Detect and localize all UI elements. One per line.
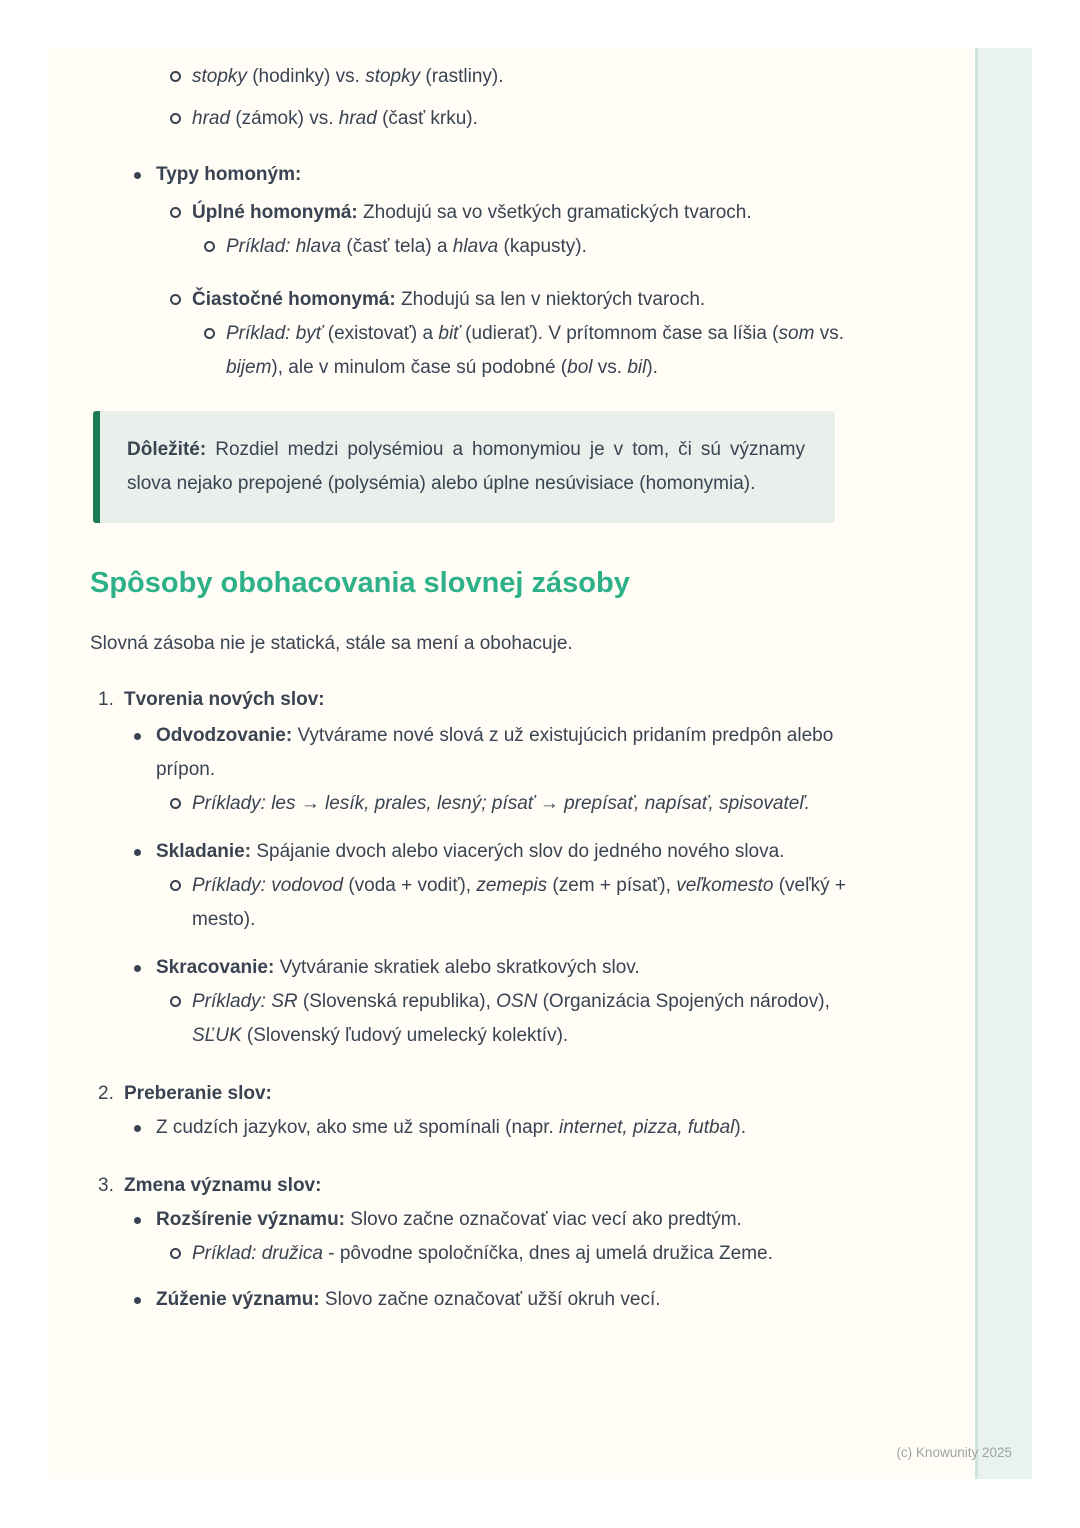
list-item-text: stopky (hodinky) vs. stopky (rastliny).	[192, 66, 504, 87]
list-item	[90, 787, 868, 821]
list-item-text: Rozšírenie významu: Slovo začne označovať viac vecí ako predtým.	[156, 1209, 742, 1230]
list-item-text: hrad (zámok) vs. hrad (časť krku).	[192, 108, 478, 129]
list-item-text: Príklady: vodovod (voda + vodiť), zemepis (zem + písať), veľkomesto (veľký + mesto).	[192, 875, 846, 930]
list-number: 1.	[98, 689, 114, 710]
list-item-text: Príklad: družica - pôvodne spoločníčka, dnes aj umelá družica Zeme.	[192, 1243, 773, 1264]
bullet-circle-icon	[170, 787, 192, 809]
bullet-circle-icon	[170, 60, 192, 82]
list-item	[90, 951, 868, 985]
bullet-circle-icon	[170, 1237, 192, 1259]
document-page-sheet	[48, 48, 1032, 1479]
bullet-dot-icon	[134, 835, 156, 856]
list-item-text: Skracovanie: Vytváranie skratiek alebo skratkových slov.	[156, 957, 640, 978]
bullet-dot-icon	[134, 1203, 156, 1224]
list-item-text: Odvodzovanie: Vytvárame nové slová z už existujúcich pridaním predpôn alebo prípon.	[156, 725, 834, 780]
bullet-circle-icon	[170, 102, 192, 124]
list-item-text: Príklady: les → lesík, prales, lesný; písať → prepísať, napísať, spisovateľ.	[192, 793, 810, 814]
bullet-dot-icon	[134, 1111, 156, 1132]
bullet-circle-icon	[170, 985, 192, 1007]
list-item	[90, 317, 868, 385]
list-item	[90, 196, 868, 230]
bullet-circle-icon	[170, 869, 192, 891]
list-item	[90, 719, 868, 787]
list-item	[90, 1111, 868, 1145]
numbered-item-title: Zmena významu slov:	[124, 1175, 322, 1196]
list-item	[90, 1203, 868, 1237]
list-item-text: Príklad: byť (existovať) a biť (udierať). V prítomnom čase sa líšia (som vs. bijem), ale v minulom čase sú podobné (bol vs. bil).	[226, 323, 844, 378]
footer-credit: (c) Knowunity 2025	[896, 1445, 1012, 1460]
list-item	[90, 869, 868, 937]
bullet-circle-icon	[170, 283, 192, 305]
list-item-text: Príklady: SR (Slovenská republika), OSN (Organizácia Spojených národov), SĽUK (Slovenský ľudový umelecký kolektív).	[192, 991, 830, 1046]
list-item	[90, 283, 868, 317]
bullet-dot-icon	[134, 1283, 156, 1304]
list-item	[90, 1237, 868, 1271]
bullet-dot-icon	[134, 951, 156, 972]
list-item-text: Zúženie významu: Slovo začne označovať užší okruh vecí.	[156, 1289, 661, 1310]
list-item	[90, 230, 868, 264]
list-item-text: Typy homoným:	[156, 164, 302, 185]
numbered-item-title: Tvorenia nových slov:	[124, 689, 325, 710]
list-item-text: Úplné homonymá: Zhodujú sa vo všetkých gramatických tvaroch.	[192, 202, 752, 223]
list-item	[90, 835, 868, 869]
callout-text: Dôležité: Rozdiel medzi polysémiou a homonymiou je v tom, či sú významy slova nejako prepojené (polysémia) alebo úplne nesúvisiace (homonymia).	[127, 439, 805, 494]
numbered-item	[90, 683, 868, 717]
bullet-circle-icon	[170, 196, 192, 218]
bullet-dot-icon	[134, 158, 156, 179]
bullet-circle-icon	[204, 230, 226, 252]
list-number: 3.	[98, 1175, 114, 1196]
list-item	[90, 102, 868, 136]
numbered-item-title: Preberanie slov:	[124, 1083, 272, 1104]
list-number: 2.	[98, 1083, 114, 1104]
list-item	[90, 1283, 868, 1317]
section-heading: Spôsoby obohacovania slovnej zásoby	[90, 567, 630, 599]
bullet-circle-icon	[204, 317, 226, 339]
list-item	[90, 60, 868, 94]
list-item-text: Príklad: hlava (časť tela) a hlava (kapusty).	[226, 236, 587, 257]
list-item-text: Skladanie: Spájanie dvoch alebo viacerých slov do jedného nového slova.	[156, 841, 785, 862]
list-item	[90, 985, 868, 1053]
right-margin-strip	[975, 48, 1032, 1479]
numbered-item	[90, 1169, 868, 1203]
page-content	[90, 60, 868, 1317]
section-intro: Slovná zásoba nie je statická, stále sa mení a obohacuje.	[90, 633, 573, 654]
list-item-text: Z cudzích jazykov, ako sme už spomínali (napr. internet, pizza, futbal).	[156, 1117, 746, 1138]
numbered-item	[90, 1077, 868, 1111]
bullet-dot-icon	[134, 719, 156, 740]
important-callout	[93, 411, 835, 523]
list-item	[90, 158, 868, 192]
list-item-text: Čiastočné homonymá: Zhodujú sa len v niektorých tvaroch.	[192, 289, 706, 310]
